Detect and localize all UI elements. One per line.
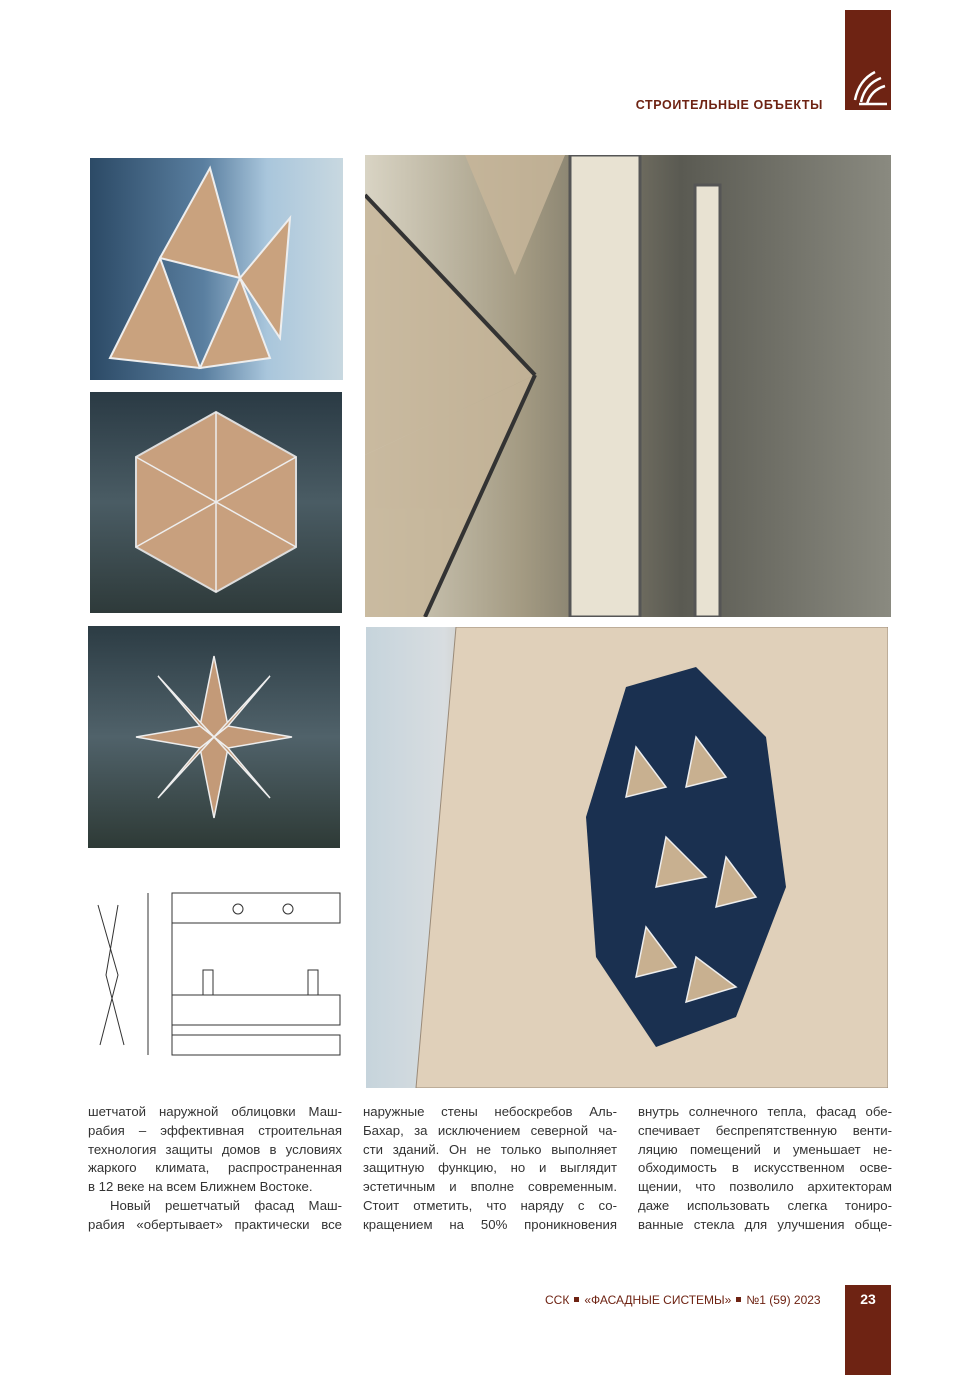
text-line: Бахар, за исключением северной ча- xyxy=(363,1122,617,1138)
text-line: кращением на 50% проникновения xyxy=(363,1216,617,1232)
footer-publication xyxy=(545,1293,821,1307)
text-line: внутрь солнечного тепла, фасад обе- xyxy=(638,1104,892,1119)
technical-drawing-section xyxy=(88,885,342,1060)
text-line: в 12 веке на всем Ближнем Востоке. xyxy=(88,1179,313,1195)
text-line: обходимость в искусственном осве- xyxy=(638,1160,892,1176)
text-line: эстетичным и вполне современным. xyxy=(363,1179,617,1195)
photo-facade-exterior-pattern xyxy=(366,627,888,1088)
text-column-2 xyxy=(363,1103,617,1235)
text-line: Стоит отметить, что наряду с со- xyxy=(363,1197,617,1213)
magazine-logo xyxy=(845,10,891,110)
text-line: щении, что позволило архитекторам xyxy=(638,1179,892,1195)
square-bullet-icon xyxy=(736,1297,741,1302)
footer-issue: №1 (59) 2023 xyxy=(746,1293,821,1307)
footer-publisher: ССК xyxy=(545,1293,570,1307)
footer-magazine: «ФАСАДНЫЕ СИСТЕМЫ» xyxy=(584,1293,732,1307)
text-column-1 xyxy=(88,1103,342,1235)
photo-facade-interior-view xyxy=(365,155,891,617)
text-line: шетчатой наружной облицовки Маш- xyxy=(88,1104,342,1119)
text-line: спечивает беспрепятственную венти- xyxy=(638,1122,892,1138)
square-bullet-icon xyxy=(574,1297,579,1302)
text-line: сти зданий. Он не только выполняет xyxy=(363,1141,617,1157)
page-number: 23 xyxy=(860,1291,876,1307)
text-line: жаркого климата, распространенная xyxy=(88,1160,342,1176)
text-line: защитную функцию, но и выглядит xyxy=(363,1160,617,1176)
section-title: СТРОИТЕЛЬНЫЕ ОБЪЕКТЫ xyxy=(635,98,823,112)
text-line: ванные стекла для улучшения обще- xyxy=(638,1216,892,1232)
text-line: рабия – эффективная строительная xyxy=(88,1122,342,1138)
photo-star-panel-open xyxy=(88,626,340,848)
text-line: технология защиты домов в условиях xyxy=(88,1141,342,1157)
text-line: ляцию помещений и уменьшает не- xyxy=(638,1141,892,1157)
photo-hexagon-panel-closed xyxy=(90,392,342,613)
text-line: рабия «обертывает» практически все xyxy=(88,1216,342,1232)
text-line: Новый решетчатый фасад Маш- xyxy=(110,1197,342,1213)
text-line: даже использовать слегка тониро- xyxy=(638,1197,892,1213)
photo-facade-panels-corner xyxy=(90,158,343,380)
text-line: наружные стены небоскребов Аль- xyxy=(363,1104,617,1119)
text-column-3 xyxy=(638,1103,892,1235)
